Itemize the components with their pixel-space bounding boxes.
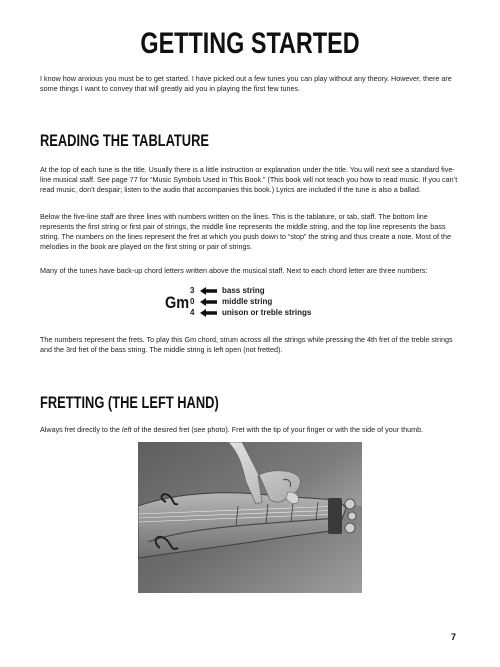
chord-row-bass xyxy=(190,286,265,296)
dulcimer-fretting-illustration xyxy=(138,442,362,593)
section-heading-fretting: FRETTING (THE LEFT HAND) xyxy=(40,394,219,412)
tablature-paragraph-2: Below the five-line staff are three lines with numbers written on the lines. This is the tablature, or tab, staff. The bottom line represents the first string or first pair of strings, the middle line represents the middle string, and the top line represents the bass string. The numbers on the lines represent the fret at which you push down to “stop” the string and thus create a note. Most of the melodies in the book are played on the first string or pair of strings. xyxy=(40,212,451,251)
chord-string-label: unison or treble strings xyxy=(222,308,312,317)
arrow-left-icon xyxy=(200,287,218,295)
fretting-paragraph xyxy=(40,425,460,435)
intro-paragraph: I know how anxious you must be to get started. I have picked out a few tunes you can play without any theory. However, there are some things I want to convey that will greatly aid you in playing the first few tunes. xyxy=(40,74,452,93)
chord-row-treble xyxy=(190,308,311,318)
arrow-left-icon xyxy=(200,298,218,306)
fretting-text-before: Always fret directly to the xyxy=(40,425,122,434)
chord-string-label: middle string xyxy=(222,297,273,306)
chord-row-middle xyxy=(190,297,272,307)
fretting-text-emphasis: left xyxy=(121,425,132,434)
chord-example xyxy=(165,286,365,322)
tablature-paragraph-1: At the top of each tune is the title. Usually there is a little instruction or explanation under the title. You will next see a standard five-line musical staff. See page 77 for “Music Symbols Used in This Book.” (This book will not teach you how to read music. If you can’t read music, don’t despair; listen to the audio that accompanies this book.) Lyrics are included if the tune is also a ballad. xyxy=(40,165,458,194)
fretting-photo xyxy=(138,442,362,593)
section-heading-tablature: READING THE TABLATURE xyxy=(40,132,209,150)
page-title: GETTING STARTED xyxy=(140,27,360,60)
chord-fret-number: 0 xyxy=(190,297,195,306)
chord-string-label: bass string xyxy=(222,286,265,295)
page-number: 7 xyxy=(451,632,457,642)
chord-name: Gm xyxy=(165,293,190,312)
fretting-text-after: of the desired fret (see photo). Fret with the tip of your finger or with the side of your thumb. xyxy=(131,425,424,434)
chord-fret-number: 4 xyxy=(190,308,195,317)
chord-fret-number: 3 xyxy=(190,286,195,295)
tablature-paragraph-4: The numbers represent the frets. To play this Gm chord, strum across all the strings while pressing the 4th fret of the treble strings and the 3rd fret of the bass string. The middle string is left open (not fretted). xyxy=(40,335,453,354)
arrow-left-icon xyxy=(200,309,218,317)
tablature-paragraph-3: Many of the tunes have back-up chord letters written above the musical staff. Next to each chord letter are three numbers: xyxy=(40,266,428,275)
